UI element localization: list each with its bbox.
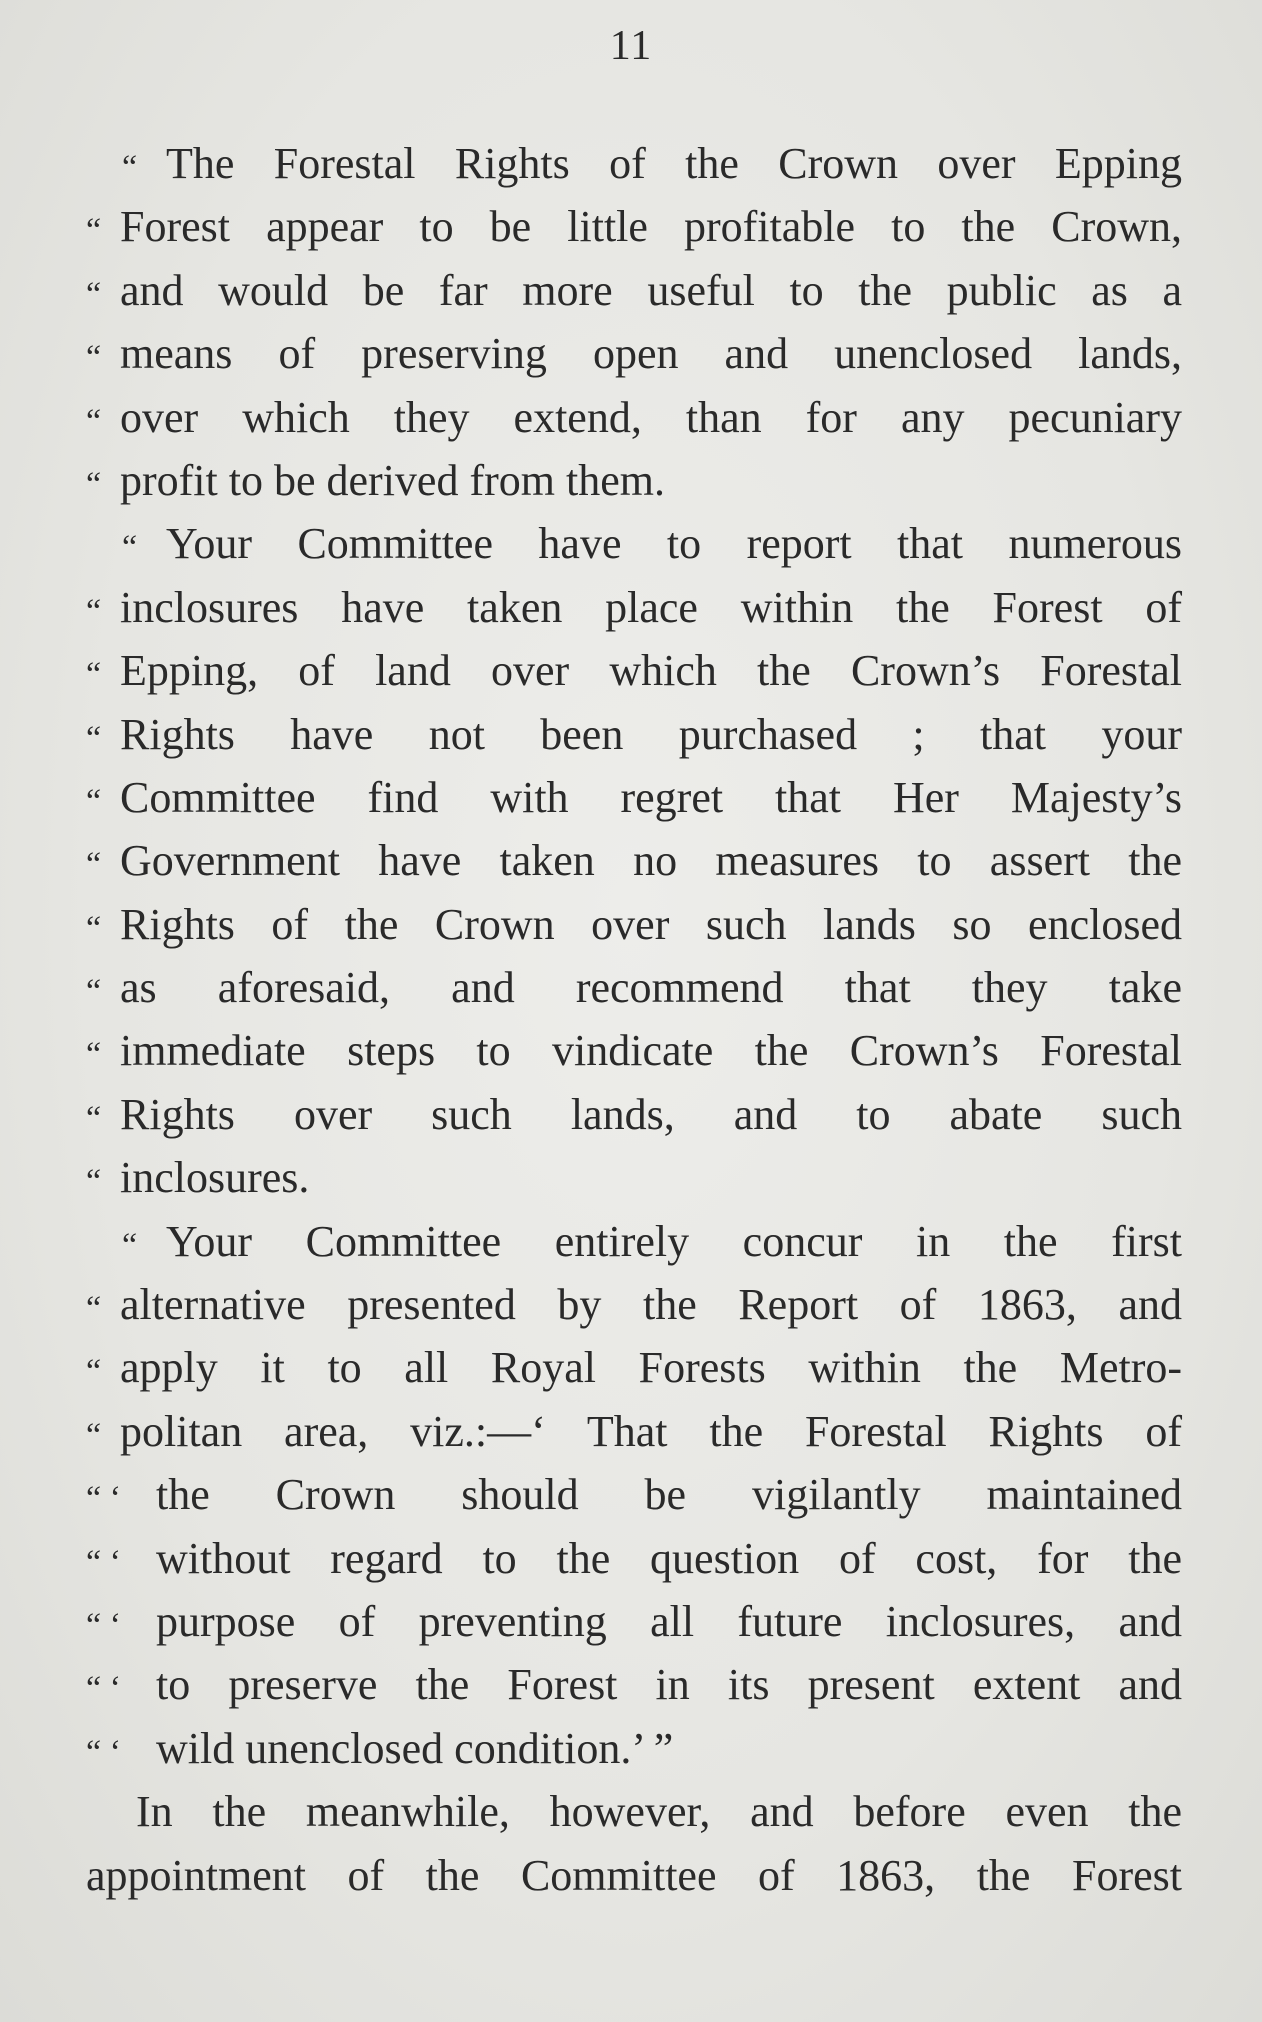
quotation-mark: “ [122, 1226, 138, 1264]
line-text: inclosures. [120, 1153, 310, 1203]
quotation-mark: “ [86, 402, 102, 440]
text-line [86, 1653, 1182, 1716]
quotation-mark: “ [122, 529, 138, 567]
quotation-mark: “ [86, 212, 102, 250]
text-line [86, 1400, 1182, 1463]
quotation-mark: “ [86, 1036, 102, 1074]
text-line [86, 766, 1182, 829]
line-text: the Crown should be vigilantly maintained [156, 1470, 1182, 1520]
quotation-mark: “ [86, 339, 102, 377]
text-line [86, 1717, 1182, 1780]
line-text: politan area, viz.:—‘ That the Forestal Rights of [120, 1406, 1182, 1456]
quotation-mark: “ [86, 275, 102, 313]
line-text: Epping, of land over which the Crown’s Forestal [120, 646, 1182, 696]
quotation-mark: “ ‘ [86, 1480, 121, 1518]
text-line [86, 195, 1182, 258]
line-text: immediate steps to vindicate the Crown’s Forestal [120, 1026, 1182, 1076]
text-line [86, 956, 1182, 1019]
line-text: Rights of the Crown over such lands so enclosed [120, 899, 1182, 949]
quotation-mark: “ [86, 719, 102, 757]
text-line [86, 1780, 1182, 1843]
quotation-mark: “ [86, 1416, 102, 1454]
line-text: means of preserving open and unenclosed lands, [120, 329, 1182, 379]
text-line [86, 322, 1182, 385]
quotation-mark: “ [86, 465, 102, 503]
line-text: Rights over such lands, and to abate such [120, 1089, 1182, 1139]
quotation-mark: “ [86, 656, 102, 694]
text-line [86, 829, 1182, 892]
line-text: as aforesaid, and recommend that they take [120, 963, 1182, 1013]
line-text: to preserve the Forest in its present extent and [156, 1660, 1182, 1710]
line-text: alternative presented by the Report of 1863, and [120, 1280, 1182, 1330]
quotation-mark: “ ‘ [86, 1606, 121, 1644]
line-text: Rights have not been purchased ; that your [120, 709, 1182, 759]
line-text: Your Committee have to report that numerous [166, 519, 1182, 569]
text-line [86, 639, 1182, 702]
text-line [86, 1146, 1182, 1209]
quotation-mark: “ [86, 973, 102, 1011]
line-text: In the meanwhile, however, and before even the [136, 1787, 1182, 1837]
text-line [86, 259, 1182, 322]
line-text: and would be far more useful to the public as a [120, 265, 1182, 315]
quotation-mark: “ ‘ [86, 1733, 121, 1771]
body-text [86, 132, 1182, 1907]
text-line [86, 703, 1182, 766]
line-text: The Forestal Rights of the Crown over Epping [166, 139, 1182, 188]
line-text: Government have taken no measures to assert the [120, 836, 1182, 886]
text-line [86, 1210, 1182, 1273]
quotation-mark: “ [122, 149, 138, 186]
line-text: profit to be derived from them. [120, 455, 665, 505]
quotation-mark: “ [86, 846, 102, 884]
line-text: Your Committee entirely concur in the first [166, 1216, 1182, 1266]
text-line [86, 449, 1182, 512]
text-line [86, 1083, 1182, 1146]
quotation-mark: “ [86, 782, 102, 820]
text-line [86, 1019, 1182, 1082]
text-line [86, 1273, 1182, 1336]
quotation-mark: “ ‘ [86, 1670, 121, 1708]
text-line [86, 893, 1182, 956]
text-line [86, 1527, 1182, 1590]
line-text: wild unenclosed condition.’ ” [156, 1723, 674, 1773]
quotation-mark: “ [86, 592, 102, 630]
quotation-mark: “ ‘ [86, 1543, 121, 1581]
text-line [86, 576, 1182, 639]
quotation-mark: “ [86, 1099, 102, 1137]
quotation-mark: “ [86, 1163, 102, 1201]
line-text: over which they extend, than for any pecuniary [120, 392, 1182, 442]
text-line [86, 1844, 1182, 1907]
line-text: Committee find with regret that Her Majesty’s [120, 772, 1182, 822]
quotation-mark: “ [86, 1353, 102, 1391]
quotation-mark: “ [86, 1290, 102, 1328]
line-text: Forest appear to be little profitable to the Crown, [120, 202, 1182, 252]
line-text: without regard to the question of cost, for the [156, 1533, 1182, 1583]
quotation-mark: “ [86, 909, 102, 947]
line-text: apply it to all Royal Forests within the Metro- [120, 1343, 1182, 1393]
text-line [86, 132, 1182, 195]
text-line [86, 386, 1182, 449]
line-text: appointment of the Committee of 1863, the Forest [86, 1850, 1182, 1900]
page-number: 11 [609, 23, 653, 69]
text-line [86, 512, 1182, 575]
line-text: purpose of preventing all future inclosures, and [156, 1596, 1182, 1646]
line-text: inclosures have taken place within the Forest of [120, 582, 1182, 632]
text-line [86, 1590, 1182, 1653]
text-line [86, 1336, 1182, 1399]
text-line [86, 1463, 1182, 1526]
